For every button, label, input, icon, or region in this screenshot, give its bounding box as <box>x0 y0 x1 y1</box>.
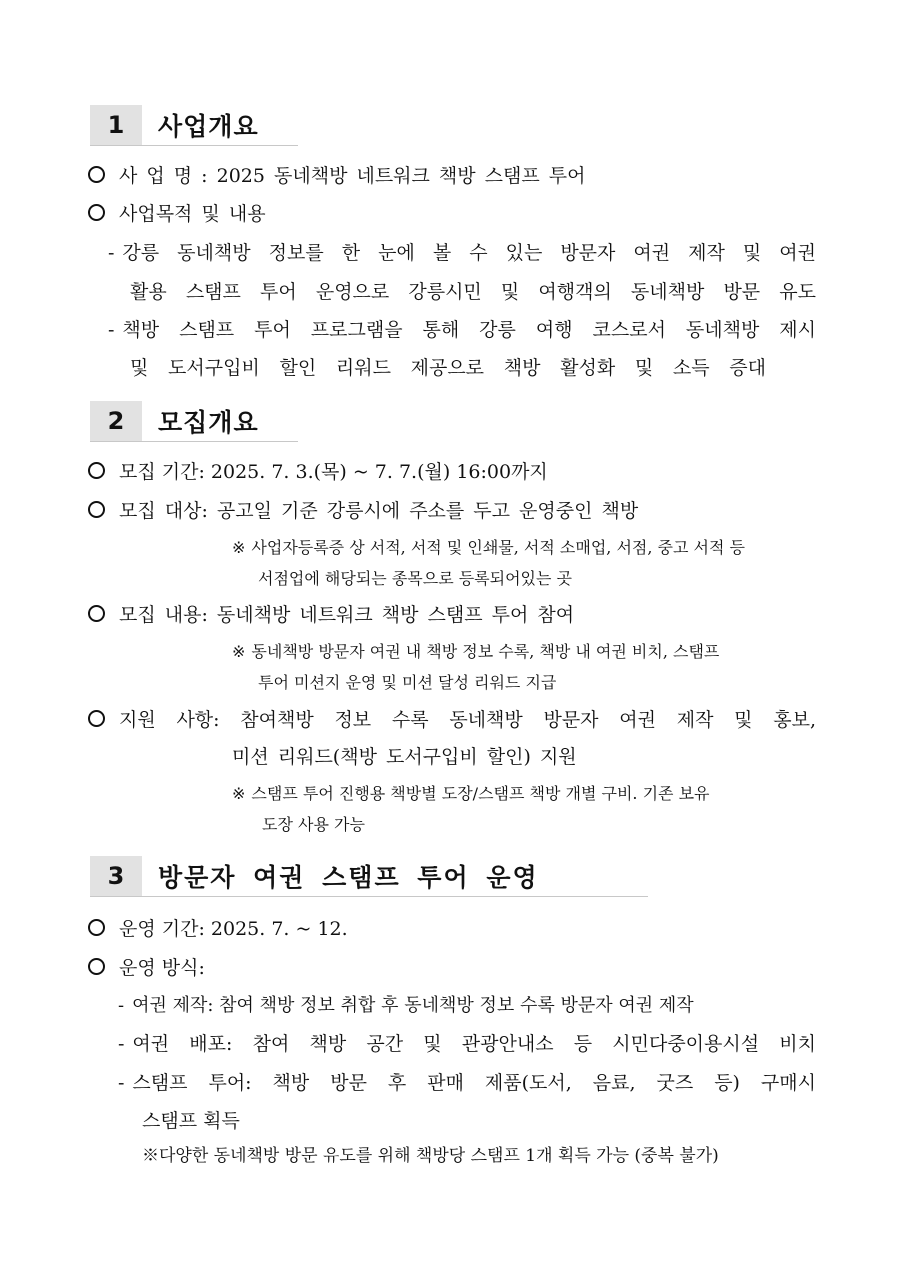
note-mark: ※ <box>232 538 246 557</box>
bullet-item <box>88 163 816 189</box>
dash-mark: - <box>118 1072 125 1094</box>
bullet-item <box>88 201 816 227</box>
dash-item <box>118 993 816 1019</box>
section-title: 사업개요 <box>158 112 259 141</box>
bullet-text: 모집 기간: 2025. 7. 3.(목) ~ 7. 7.(월) 16:00까지 <box>119 461 548 483</box>
bullet-text: 운영 기간: 2025. 7. ~ 12. <box>119 918 348 940</box>
circle-bullet-icon <box>88 710 105 727</box>
section-title: 모집개요 <box>158 408 259 437</box>
bullet-text: 미션 리워드(책방 도서구입비 할인) 지원 <box>232 746 577 768</box>
dash-text: 스탬프 투어: 책방 방문 후 판매 제품(도서, 음료, 굿즈 등) 구매시 <box>132 1072 816 1094</box>
dash-text: 책방 스탬프 투어 프로그램을 통해 강릉 여행 코스로서 동네책방 제시 <box>122 319 816 341</box>
section-header-2 <box>90 401 298 442</box>
note-text: 사업자등록증 상 서적, 서적 및 인쇄물, 서적 소매업, 서점, 중고 서적 등 <box>251 538 746 557</box>
bullet-text: 모집 내용: 동네책방 네트워크 책방 스탬프 투어 참여 <box>119 604 575 626</box>
dash-text: 강릉 동네책방 정보를 한 눈에 볼 수 있는 방문자 여권 제작 및 여권 <box>122 242 816 264</box>
dash-mark: - <box>118 1033 125 1055</box>
bullet-item <box>88 459 816 485</box>
bullet-item <box>88 498 816 524</box>
dash-text: 및 도서구입비 할인 리워드 제공으로 책방 활성화 및 소득 증대 <box>130 357 766 379</box>
circle-bullet-icon <box>88 166 105 183</box>
dash-item <box>118 1031 816 1057</box>
note-text: 투어 미션지 운영 및 미션 달성 리워드 지급 <box>258 673 557 692</box>
section-header-3 <box>90 856 648 897</box>
circle-bullet-icon <box>88 958 105 975</box>
dash-text: 스탬프 획득 <box>142 1110 240 1132</box>
section-number: 2 <box>90 401 142 441</box>
note-mark: ※ <box>232 784 246 803</box>
bullet-item <box>88 955 816 981</box>
dash-mark: - <box>108 319 115 341</box>
note-text: 서점업에 해당되는 종목으로 등록되어있는 곳 <box>258 569 573 588</box>
circle-bullet-icon <box>88 919 105 936</box>
dash-text: 여권 배포: 참여 책방 공간 및 관광안내소 등 시민다중이용시설 비치 <box>132 1033 816 1055</box>
note-item-continued <box>258 672 816 694</box>
dash-text: 활용 스탬프 투어 운영으로 강릉시민 및 여행객의 동네책방 방문 유도 <box>130 281 816 303</box>
note-text: 도장 사용 가능 <box>262 815 365 834</box>
circle-bullet-icon <box>88 462 105 479</box>
section-header-1 <box>90 105 298 146</box>
note-item <box>142 1145 816 1167</box>
bullet-item-continued <box>232 744 816 770</box>
bullet-text: 지원 사항: 참여책방 정보 수록 동네책방 방문자 여권 제작 및 홍보, <box>119 709 816 731</box>
dash-item-continued <box>130 355 766 381</box>
dash-text: 여권 제작: 참여 책방 정보 취합 후 동네책방 정보 수록 방문자 여권 제작 <box>132 995 694 1016</box>
note-text: 동네책방 방문자 여권 내 책방 정보 수록, 책방 내 여권 비치, 스탬프 <box>251 642 720 661</box>
dash-mark: - <box>118 995 125 1016</box>
dash-item <box>108 317 816 343</box>
dash-mark: - <box>108 242 115 264</box>
dash-item <box>108 240 816 266</box>
note-item <box>232 537 816 559</box>
note-item-continued <box>258 568 816 590</box>
bullet-text: 모집 대상: 공고일 기준 강릉시에 주소를 두고 운영중인 책방 <box>119 500 639 522</box>
dash-item-continued <box>130 279 816 305</box>
section-title: 방문자 여권 스탬프 투어 운영 <box>158 863 539 892</box>
section-number: 3 <box>90 856 142 896</box>
note-item <box>232 783 816 805</box>
note-item <box>232 641 816 663</box>
circle-bullet-icon <box>88 501 105 518</box>
note-text: 스탬프 투어 진행용 책방별 도장/스탬프 책방 개별 구비. 기존 보유 <box>251 784 710 803</box>
dash-item-continued <box>142 1108 816 1134</box>
note-item-continued <box>262 814 816 836</box>
circle-bullet-icon <box>88 605 105 622</box>
note-text: ※다양한 동네책방 방문 유도를 위해 책방당 스탬프 1개 획득 가능 (중복 불가) <box>142 1146 719 1166</box>
bullet-text: 사업목적 및 내용 <box>119 203 266 225</box>
dash-item <box>118 1070 816 1096</box>
bullet-text: 사 업 명 : 2025 동네책방 네트워크 책방 스탬프 투어 <box>119 165 586 187</box>
circle-bullet-icon <box>88 204 105 221</box>
bullet-item <box>88 707 816 733</box>
note-mark: ※ <box>232 642 246 661</box>
bullet-item <box>88 916 816 942</box>
bullet-text: 운영 방식: <box>119 957 205 979</box>
bullet-item <box>88 602 816 628</box>
section-number: 1 <box>90 105 142 145</box>
